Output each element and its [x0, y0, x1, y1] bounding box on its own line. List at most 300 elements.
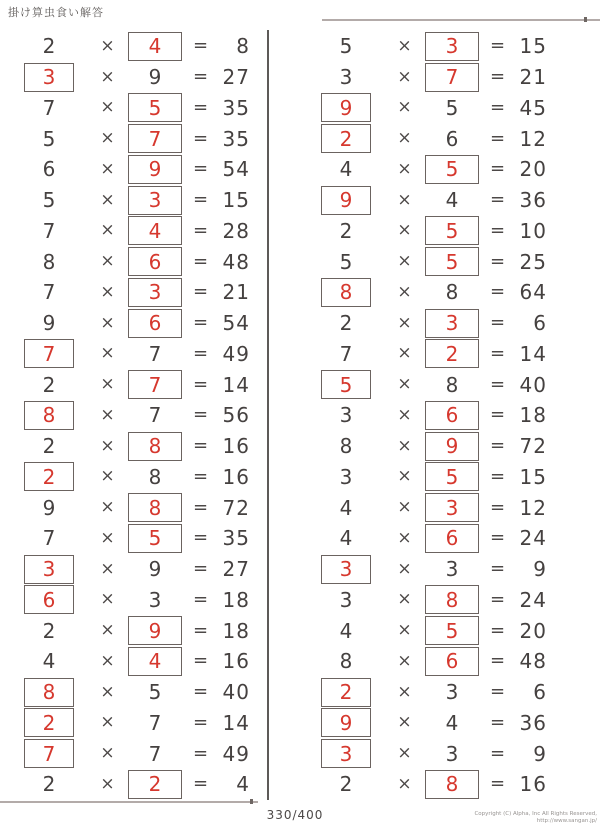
equation-row — [297, 62, 549, 93]
operand-a-value: 5 — [339, 249, 353, 274]
operand-a-slot — [297, 370, 395, 399]
operand-b-slot — [414, 432, 490, 461]
top-rule-tick — [584, 17, 587, 22]
product-value: 35 — [222, 526, 250, 551]
equation-row — [297, 554, 549, 585]
top-page-rule — [322, 19, 600, 21]
equals-sign: = — [193, 742, 209, 764]
equation-row — [297, 216, 549, 247]
multiply-sign: × — [397, 220, 412, 241]
product-value: 8 — [236, 34, 250, 59]
equals-sign: = — [193, 96, 209, 118]
multiply-sign: × — [397, 251, 412, 272]
operand-a-slot — [297, 155, 395, 184]
operand-b-slot — [117, 708, 193, 737]
operand-b-value: 5 — [425, 616, 479, 645]
operand-a-value: 4 — [339, 157, 353, 182]
multiply-sign: × — [100, 773, 115, 794]
operand-b-slot — [414, 524, 490, 553]
equation-row — [297, 185, 549, 216]
operand-a-value: 3 — [24, 555, 74, 584]
operand-b-value: 9 — [128, 155, 182, 184]
equals-sign: = — [193, 219, 209, 241]
operand-b-value: 8 — [148, 464, 162, 489]
multiply-sign: × — [397, 158, 412, 179]
equals-sign: = — [490, 189, 506, 211]
operand-a-value: 5 — [42, 126, 56, 151]
operand-b-slot — [414, 770, 490, 799]
equation-row — [297, 431, 549, 462]
operand-b-value: 5 — [425, 216, 479, 245]
operand-a-value: 8 — [24, 401, 74, 430]
operand-b-value: 8 — [425, 770, 479, 799]
product-value: 72 — [519, 434, 547, 459]
equation-row — [297, 462, 549, 493]
operand-b-value: 8 — [128, 432, 182, 461]
equals-sign: = — [490, 35, 506, 57]
operand-a-slot — [0, 616, 98, 645]
equals-sign: = — [490, 281, 506, 303]
product-value: 54 — [222, 157, 250, 182]
operand-b-value: 8 — [445, 280, 459, 305]
equation-row — [0, 585, 252, 616]
equals-sign: = — [193, 711, 209, 733]
equation-row — [0, 277, 252, 308]
operand-a-value: 2 — [321, 678, 371, 707]
operand-b-value: 7 — [148, 403, 162, 428]
operand-b-slot — [414, 616, 490, 645]
multiply-sign: × — [100, 66, 115, 87]
equation-row — [0, 308, 252, 339]
equation-row — [0, 369, 252, 400]
operand-b-slot — [414, 708, 490, 737]
bottom-page-rule — [0, 801, 258, 803]
product-value: 18 — [519, 403, 547, 428]
equation-row — [0, 154, 252, 185]
problems-column-left — [0, 31, 252, 800]
equals-sign: = — [193, 650, 209, 672]
multiply-sign: × — [100, 712, 115, 733]
operand-b-slot — [414, 247, 490, 276]
copyright-line1: Copyright (C) Alpha, Inc All Rights Reserved, — [474, 811, 597, 817]
operand-a-value: 5 — [42, 188, 56, 213]
operand-a-value: 2 — [42, 434, 56, 459]
operand-b-value: 4 — [128, 216, 182, 245]
page-indicator: 330/400 — [266, 808, 324, 822]
operand-b-value: 6 — [128, 247, 182, 276]
equals-sign: = — [490, 127, 506, 149]
operand-b-value: 3 — [148, 587, 162, 612]
multiply-sign: × — [100, 374, 115, 395]
equals-sign: = — [490, 527, 506, 549]
multiply-sign: × — [397, 97, 412, 118]
product-value: 16 — [222, 649, 250, 674]
operand-b-slot — [414, 278, 490, 307]
operand-b-slot — [414, 339, 490, 368]
multiply-sign: × — [100, 128, 115, 149]
operand-a-slot — [0, 339, 98, 368]
product-value: 24 — [519, 526, 547, 551]
equals-sign: = — [490, 373, 506, 395]
equation-row — [297, 677, 549, 708]
operand-a-slot — [297, 432, 395, 461]
operand-a-value: 9 — [42, 495, 56, 520]
operand-a-value: 8 — [24, 678, 74, 707]
operand-b-value: 8 — [445, 372, 459, 397]
equation-row — [0, 31, 252, 62]
operand-b-slot — [117, 370, 193, 399]
operand-b-value: 5 — [445, 95, 459, 120]
multiply-sign: × — [397, 773, 412, 794]
operand-b-slot — [414, 555, 490, 584]
operand-b-slot — [414, 216, 490, 245]
operand-a-slot — [0, 370, 98, 399]
operand-a-value: 7 — [339, 341, 353, 366]
equation-row — [0, 62, 252, 93]
operand-b-slot — [117, 585, 193, 614]
operand-b-value: 3 — [128, 186, 182, 215]
multiply-sign: × — [397, 404, 412, 425]
multiply-sign: × — [100, 466, 115, 487]
multiply-sign: × — [100, 35, 115, 56]
operand-a-slot — [0, 770, 98, 799]
product-value: 16 — [222, 464, 250, 489]
product-value: 10 — [519, 218, 547, 243]
equation-row — [297, 339, 549, 370]
equation-row — [0, 93, 252, 124]
equals-sign: = — [193, 342, 209, 364]
operand-a-slot — [0, 555, 98, 584]
operand-a-slot — [0, 278, 98, 307]
operand-b-slot — [414, 370, 490, 399]
equals-sign: = — [490, 773, 506, 795]
multiply-sign: × — [397, 312, 412, 333]
product-value: 9 — [533, 741, 547, 766]
equation-row — [0, 708, 252, 739]
multiply-sign: × — [100, 589, 115, 610]
operand-a-value: 4 — [339, 526, 353, 551]
operand-b-slot — [117, 493, 193, 522]
product-value: 54 — [222, 311, 250, 336]
operand-a-slot — [297, 708, 395, 737]
operand-b-value: 6 — [128, 309, 182, 338]
operand-a-slot — [0, 678, 98, 707]
product-value: 12 — [519, 495, 547, 520]
multiply-sign: × — [100, 681, 115, 702]
operand-a-slot — [297, 186, 395, 215]
operand-b-slot — [414, 63, 490, 92]
operand-a-value: 2 — [339, 311, 353, 336]
operand-a-slot — [0, 708, 98, 737]
operand-b-slot — [117, 186, 193, 215]
equation-row — [0, 738, 252, 769]
product-value: 45 — [519, 95, 547, 120]
equation-row — [297, 738, 549, 769]
equals-sign: = — [490, 711, 506, 733]
operand-b-slot — [117, 739, 193, 768]
operand-a-slot — [0, 647, 98, 676]
operand-a-slot — [297, 524, 395, 553]
operand-a-value: 3 — [321, 555, 371, 584]
multiply-sign: × — [397, 681, 412, 702]
operand-b-slot — [117, 555, 193, 584]
operand-a-value: 3 — [339, 403, 353, 428]
equals-sign: = — [490, 404, 506, 426]
operand-a-slot — [297, 616, 395, 645]
operand-a-value: 8 — [339, 434, 353, 459]
equals-sign: = — [490, 496, 506, 518]
product-value: 72 — [222, 495, 250, 520]
equation-row — [297, 308, 549, 339]
operand-b-slot — [414, 585, 490, 614]
operand-a-slot — [0, 309, 98, 338]
operand-a-slot — [297, 216, 395, 245]
multiply-sign: × — [100, 650, 115, 671]
operand-b-slot — [117, 216, 193, 245]
operand-b-value: 7 — [148, 710, 162, 735]
operand-b-value: 3 — [425, 32, 479, 61]
multiply-sign: × — [397, 466, 412, 487]
operand-a-slot — [297, 63, 395, 92]
equation-row — [0, 339, 252, 370]
equals-sign: = — [490, 219, 506, 241]
operand-a-slot — [0, 155, 98, 184]
multiply-sign: × — [100, 97, 115, 118]
equation-row — [297, 277, 549, 308]
operand-b-slot — [414, 647, 490, 676]
operand-a-slot — [0, 216, 98, 245]
operand-b-slot — [117, 309, 193, 338]
multiply-sign: × — [397, 589, 412, 610]
operand-b-slot — [414, 309, 490, 338]
operand-a-value: 3 — [339, 65, 353, 90]
operand-b-value: 6 — [425, 401, 479, 430]
operand-a-value: 7 — [42, 280, 56, 305]
equals-sign: = — [193, 404, 209, 426]
operand-a-value: 8 — [42, 249, 56, 274]
operand-a-slot — [0, 93, 98, 122]
operand-b-slot — [117, 678, 193, 707]
operand-b-slot — [117, 63, 193, 92]
equation-row — [297, 31, 549, 62]
equals-sign: = — [193, 250, 209, 272]
equals-sign: = — [193, 35, 209, 57]
equals-sign: = — [193, 496, 209, 518]
operand-b-value: 5 — [425, 247, 479, 276]
equation-row — [0, 216, 252, 247]
operand-b-value: 7 — [148, 341, 162, 366]
product-value: 35 — [222, 95, 250, 120]
operand-b-slot — [414, 739, 490, 768]
operand-a-value: 3 — [339, 464, 353, 489]
operand-b-slot — [414, 678, 490, 707]
equals-sign: = — [193, 312, 209, 334]
product-value: 15 — [519, 464, 547, 489]
multiply-sign: × — [397, 712, 412, 733]
equation-row — [0, 646, 252, 677]
operand-a-slot — [297, 739, 395, 768]
multiply-sign: × — [397, 35, 412, 56]
operand-b-slot — [414, 493, 490, 522]
equation-row — [0, 769, 252, 800]
operand-b-slot — [117, 32, 193, 61]
product-value: 24 — [519, 587, 547, 612]
operand-a-value: 9 — [42, 311, 56, 336]
operand-a-value: 2 — [24, 708, 74, 737]
equation-row — [0, 677, 252, 708]
equals-sign: = — [193, 281, 209, 303]
multiply-sign: × — [397, 189, 412, 210]
operand-a-value: 6 — [42, 157, 56, 182]
operand-b-slot — [117, 616, 193, 645]
operand-a-slot — [297, 278, 395, 307]
multiply-sign: × — [397, 743, 412, 764]
equation-row — [297, 708, 549, 739]
multiply-sign: × — [100, 743, 115, 764]
product-value: 27 — [222, 557, 250, 582]
equation-row — [0, 615, 252, 646]
product-value: 6 — [533, 680, 547, 705]
equals-sign: = — [193, 588, 209, 610]
operand-b-slot — [117, 770, 193, 799]
equation-row — [297, 246, 549, 277]
multiply-sign: × — [100, 189, 115, 210]
product-value: 16 — [519, 772, 547, 797]
operand-b-value: 2 — [128, 770, 182, 799]
operand-b-slot — [414, 32, 490, 61]
operand-a-slot — [0, 32, 98, 61]
operand-b-value: 3 — [445, 741, 459, 766]
operand-b-value: 5 — [425, 155, 479, 184]
operand-b-slot — [117, 278, 193, 307]
product-value: 48 — [222, 249, 250, 274]
product-value: 16 — [222, 434, 250, 459]
equals-sign: = — [490, 681, 506, 703]
operand-b-value: 9 — [128, 616, 182, 645]
operand-a-slot — [0, 124, 98, 153]
problems-column-right — [297, 31, 549, 800]
operand-a-value: 4 — [339, 495, 353, 520]
operand-a-slot — [0, 524, 98, 553]
product-value: 18 — [222, 618, 250, 643]
product-value: 6 — [533, 311, 547, 336]
equals-sign: = — [490, 158, 506, 180]
multiply-sign: × — [397, 558, 412, 579]
operand-b-value: 3 — [445, 680, 459, 705]
product-value: 36 — [519, 188, 547, 213]
operand-a-value: 9 — [321, 93, 371, 122]
equals-sign: = — [490, 96, 506, 118]
operand-b-slot — [414, 401, 490, 430]
operand-a-slot — [0, 401, 98, 430]
multiply-sign: × — [397, 374, 412, 395]
multiply-sign: × — [100, 158, 115, 179]
operand-a-value: 7 — [42, 95, 56, 120]
product-value: 12 — [519, 126, 547, 151]
operand-a-slot — [297, 678, 395, 707]
equation-row — [0, 431, 252, 462]
operand-a-slot — [297, 647, 395, 676]
product-value: 14 — [222, 710, 250, 735]
operand-a-value: 3 — [339, 587, 353, 612]
multiply-sign: × — [397, 435, 412, 456]
equals-sign: = — [490, 312, 506, 334]
equation-row — [297, 615, 549, 646]
operand-a-slot — [0, 186, 98, 215]
operand-b-value: 4 — [128, 647, 182, 676]
multiply-sign: × — [100, 312, 115, 333]
product-value: 9 — [533, 557, 547, 582]
equation-row — [0, 185, 252, 216]
operand-a-value: 3 — [24, 63, 74, 92]
operand-a-slot — [297, 124, 395, 153]
multiply-sign: × — [100, 558, 115, 579]
operand-a-slot — [0, 462, 98, 491]
operand-b-value: 6 — [425, 524, 479, 553]
copyright-line2: http://www.sangan.jp/ — [536, 818, 597, 824]
product-value: 18 — [222, 587, 250, 612]
operand-a-slot — [0, 739, 98, 768]
multiply-sign: × — [100, 343, 115, 364]
equation-row — [297, 646, 549, 677]
operand-a-slot — [297, 401, 395, 430]
multiply-sign: × — [100, 620, 115, 641]
product-value: 40 — [519, 372, 547, 397]
operand-a-value: 7 — [42, 526, 56, 551]
operand-a-slot — [297, 93, 395, 122]
operand-a-slot — [297, 585, 395, 614]
multiply-sign: × — [100, 281, 115, 302]
operand-a-value: 2 — [42, 34, 56, 59]
product-value: 20 — [519, 618, 547, 643]
equation-row — [0, 492, 252, 523]
product-value: 4 — [236, 772, 250, 797]
multiply-sign: × — [397, 497, 412, 518]
operand-a-value: 5 — [321, 370, 371, 399]
equation-row — [0, 246, 252, 277]
operand-b-slot — [117, 524, 193, 553]
product-value: 48 — [519, 649, 547, 674]
equals-sign: = — [193, 558, 209, 580]
multiply-sign: × — [100, 251, 115, 272]
operand-a-value: 4 — [42, 649, 56, 674]
equation-row — [297, 769, 549, 800]
equation-row — [0, 523, 252, 554]
operand-a-value: 2 — [339, 218, 353, 243]
operand-a-value: 2 — [42, 372, 56, 397]
product-value: 21 — [519, 65, 547, 90]
equation-row — [297, 523, 549, 554]
operand-b-value: 9 — [148, 557, 162, 582]
operand-a-slot — [297, 309, 395, 338]
operand-b-value: 7 — [425, 63, 479, 92]
operand-a-slot — [297, 493, 395, 522]
operand-b-value: 5 — [148, 680, 162, 705]
operand-b-value: 4 — [445, 188, 459, 213]
page-title: 掛け算虫食い解答 — [8, 6, 104, 19]
product-value: 21 — [222, 280, 250, 305]
product-value: 35 — [222, 126, 250, 151]
equals-sign: = — [193, 465, 209, 487]
operand-b-slot — [117, 93, 193, 122]
equals-sign: = — [490, 742, 506, 764]
multiply-sign: × — [397, 66, 412, 87]
operand-a-value: 2 — [24, 462, 74, 491]
operand-b-value: 5 — [128, 524, 182, 553]
equals-sign: = — [490, 619, 506, 641]
operand-a-value: 2 — [339, 772, 353, 797]
product-value: 49 — [222, 341, 250, 366]
